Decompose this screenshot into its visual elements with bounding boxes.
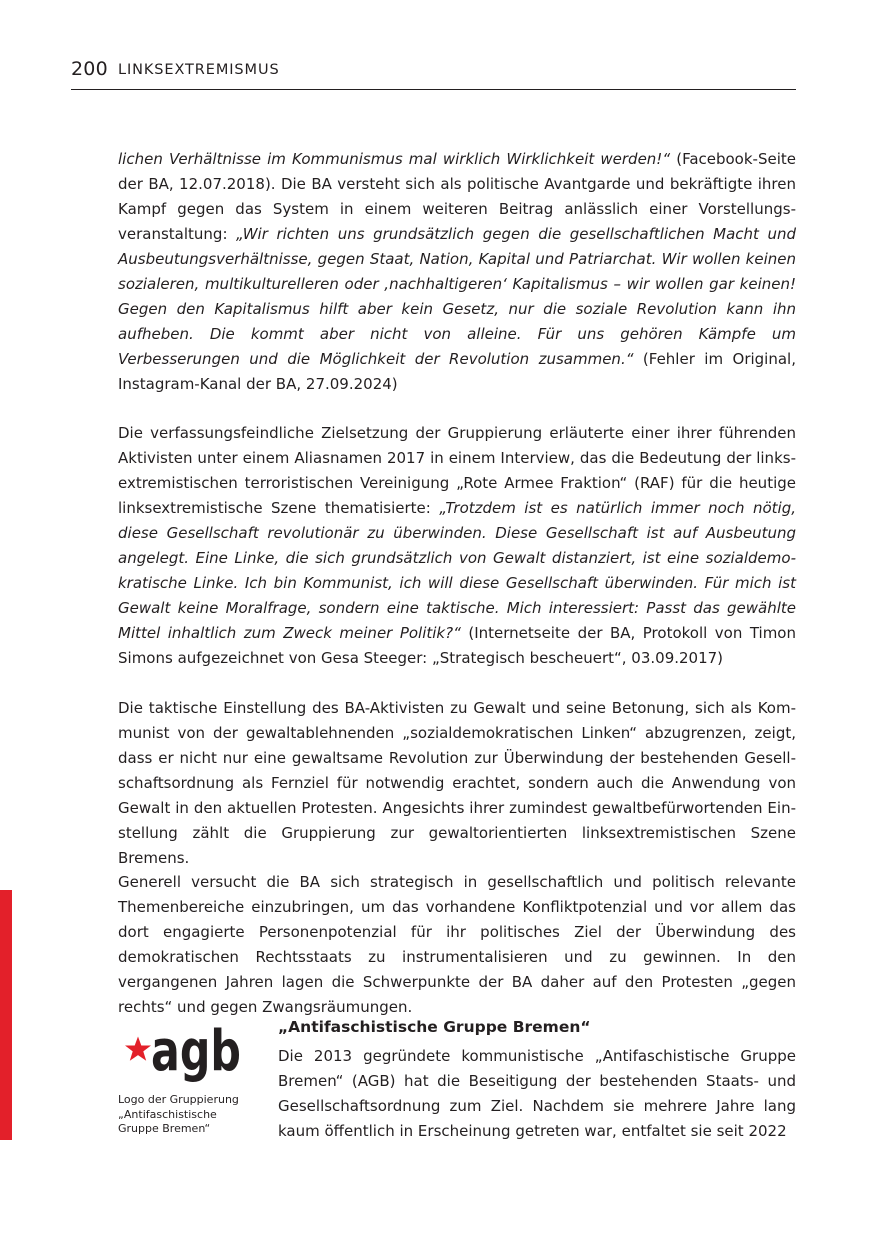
logo-text: agb <box>151 1019 241 1084</box>
agb-logo-graphic <box>118 1012 248 1082</box>
paragraph-1 <box>118 147 796 397</box>
paragraph-text: (Facebook-Seite der BA, 12.07.2018). Die BA versteht sich als politische Avantgarde und bekräftigte ihren Kampf gegen das System in einem weiteren Beitrag anlässlich einer Vorstellungsveranstaltung: <box>118 150 796 243</box>
paragraph-2 <box>118 421 796 671</box>
running-title: LINKSEXTREMISMUS <box>118 62 280 78</box>
agb-logo <box>118 1012 248 1082</box>
accent-bar <box>0 890 12 1140</box>
section-text: Die 2013 gegründete kommunistische „Antifaschistische Gruppe Bremen“ (AGB) hat die Beseitigung der bestehenden Staats- und Gesellschaftsordnung zum Ziel. Nachdem sie mehrere Jahre lang kaum öffentlich in Erscheinung getreten war, entfaltet sie seit 2022 <box>278 1047 796 1140</box>
paragraph-text: Die verfassungsfeindliche Zielsetzung der Gruppierung erläuterte einer ihrer führenden Aktivisten unter einem Aliasnamen 2017 in einem Interview, das die Bedeutung der linksextremistischen terroristischen Vereinigung „Rote Armee Fraktion“ (RAF) für die heutige linksextremistische Szene thematisierte: <box>118 424 796 517</box>
paragraph-3: Die taktische Einstellung des BA-Aktivisten zu Gewalt und seine Betonung, sich als Kommunist von der gewaltablehnenden „sozialdemokratischen Linken“ abzugrenzen, zeigt, dass er nicht nur eine gewaltsame Revolution zur Überwindung der bestehenden Gesellschaftsordnung als Fernziel für notwendig erachtet, sondern auch die Anwendung von Gewalt in den aktuellen Protesten. Angesichts ihrer zumindest gewaltbefürwortenden Einstellung zählt die Gruppierung zur gewaltorientierten linksextremistischen Szene Bremens. <box>118 699 796 867</box>
paragraph-text: (Internetseite der BA, Protokoll von Timon Simons aufgezeichnet von Gesa Steeger: „Strategisch bescheuert“, 03.09.2017) <box>118 624 796 667</box>
quote: „Trotzdem ist es natürlich immer noch nötig, diese Gesellschaft revolutionär zu überwinden. Diese Gesellschaft ist auf Ausbeutung angelegt. Eine Linke, die sich grundsätzlich von Gewalt distanziert, ist eine sozialdemokratische Linke. Ich bin Kommunist, ich will diese Gesellschaft überwinden. Für mich ist Gewalt keine Moralfrage, sondern eine taktische. Mich interessiert: Passt das gewählte Mittel inhaltlich zum Zweck meiner Politik?“ <box>118 499 797 642</box>
quote: lichen Verhältnisse im Kommunismus mal wirklich Wirklichkeit werden!“ <box>118 150 671 168</box>
logo-caption: Logo der Gruppierung „Antifaschistische Gruppe Bremen“ <box>118 1093 239 1135</box>
quote: „Wir richten uns grundsätzlich gegen die gesellschaftlichen Macht und Ausbeutungsverhältnisse, gegen Staat, Nation, Kapital und Patriarchat. Wir wollen keinen sozialeren, multikulturelleren oder ‚nachhaltigeren‘ Kapitalismus – wir wollen gar keinen! Gegen den Kapitalismus hilft aber kein Gesetz, nur die soziale Revolution kann ihn aufheben. Die kommt aber nicht von alleine. Für uns gehören Kämpfe um Verbesserungen und die Möglichkeit der Revolution zusammen.“ <box>118 225 796 368</box>
page-number: 200 <box>71 58 108 80</box>
page-header <box>71 56 796 90</box>
red-star-icon <box>125 1037 151 1061</box>
section-heading: „Antifaschistische Gruppe Bremen“ <box>278 1018 591 1036</box>
paragraph-text: (Fehler im Original, Instagram-Kanal der BA, 27.09.2024) <box>118 350 796 393</box>
paragraph-4: Generell versucht die BA sich strategisch in gesellschaftlich und politisch relevante Themenbereiche einzubringen, um das vorhandene Konfliktpotenzial und vor allem das dort engagierte Personenpotenzial für ihr politisches Ziel der Überwindung des demokratischen Rechtsstaats zu instrumentalisieren und zu gewinnen. In den vergangenen Jahren lagen die Schwerpunkte der BA daher auf den Protesten „gegen rechts“ und gegen Zwangsräumungen. <box>118 873 796 1016</box>
